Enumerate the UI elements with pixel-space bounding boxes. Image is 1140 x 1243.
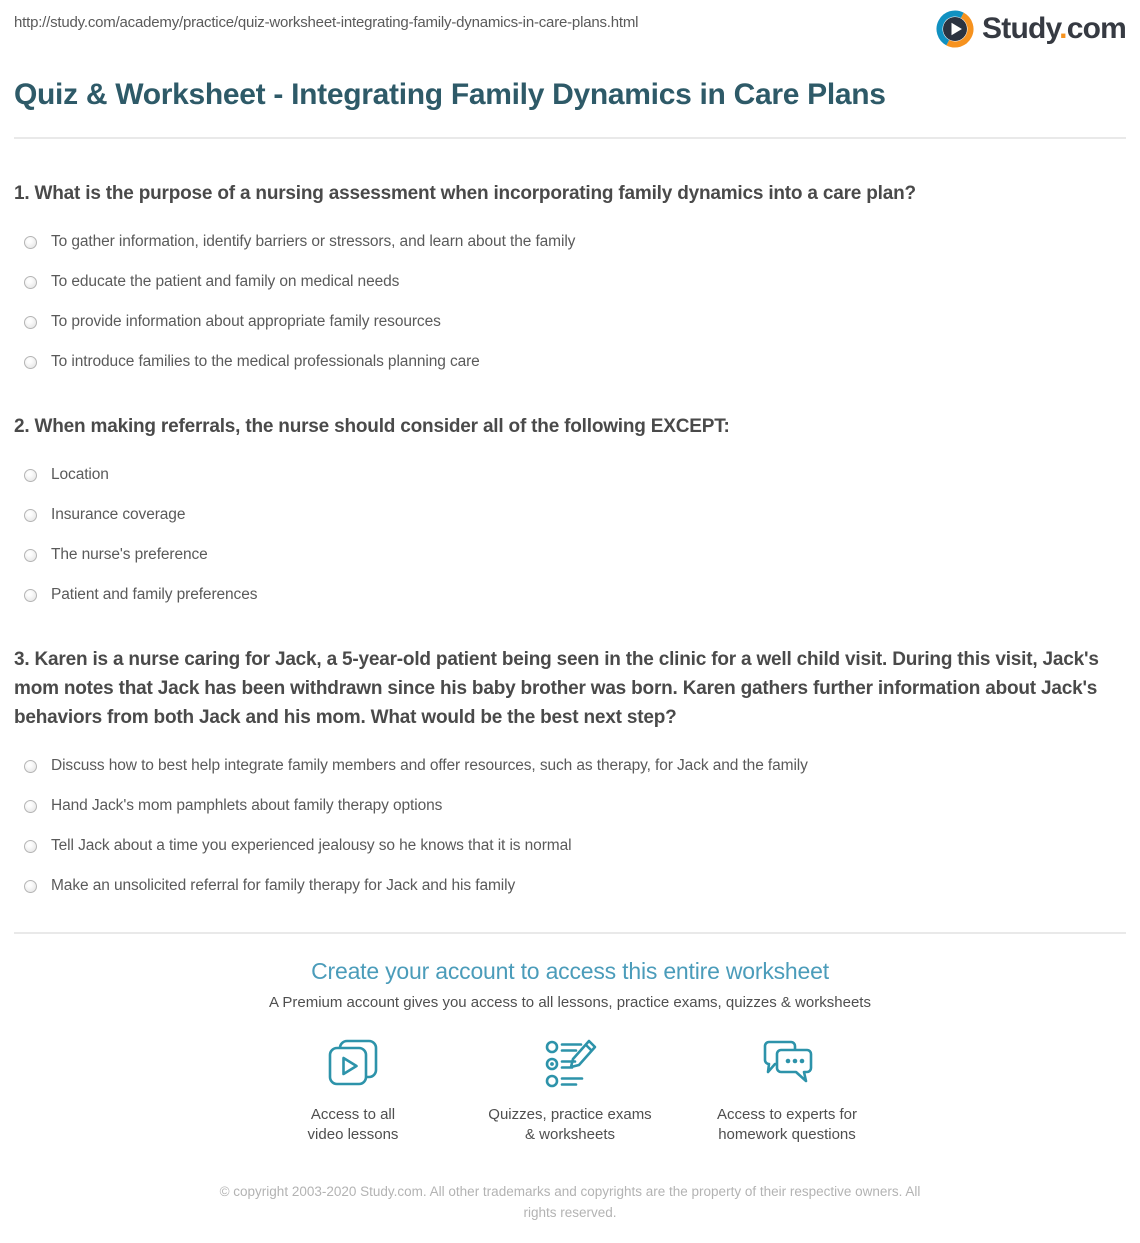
answer-option[interactable] [24, 796, 1126, 816]
quizzes-worksheets-icon [542, 1037, 598, 1091]
radio-button[interactable] [24, 880, 37, 893]
feature-label-line2: video lessons [307, 1126, 399, 1143]
feature-label-line1: Access to all [310, 1106, 396, 1123]
play-circle-logo-icon [936, 10, 974, 48]
answer-option[interactable] [24, 876, 1126, 896]
feature-video-lessons [245, 1037, 462, 1145]
signup-section [14, 958, 1126, 1145]
answer-option-label[interactable]: Make an unsolicited referral for family therapy for Jack and his family [51, 877, 516, 894]
answer-option[interactable] [24, 836, 1126, 856]
chat-experts-icon [759, 1037, 815, 1091]
feature-label-line2: & worksheets [524, 1126, 616, 1143]
page-title: Quiz & Worksheet - Integrating Family Dynamics in Care Plans [14, 78, 886, 111]
feature-chat-experts [679, 1037, 896, 1145]
answer-option-label[interactable]: Hand Jack's mom pamphlets about family therapy options [51, 797, 443, 814]
feature-label [679, 1105, 896, 1145]
answer-option-label[interactable]: Insurance coverage [51, 506, 186, 523]
logo-word-com: com [1066, 12, 1126, 45]
answer-option-label[interactable]: To educate the patient and family on medical needs [51, 273, 400, 290]
logo-dot: . [1059, 12, 1067, 45]
signup-subtitle: A Premium account gives you access to all lessons, practice exams, quizzes & worksheets [269, 994, 871, 1011]
signup-title: Create your account to access this entire worksheet [311, 958, 829, 984]
feature-label-line1: Access to experts for [716, 1106, 858, 1123]
answer-option-label[interactable]: To introduce families to the medical professionals planning care [51, 353, 480, 370]
radio-button[interactable] [24, 840, 37, 853]
answer-option[interactable] [24, 312, 1126, 332]
answer-option[interactable] [24, 232, 1126, 252]
question-2 [14, 412, 1126, 605]
answer-option[interactable] [24, 465, 1126, 485]
feature-label-line1: Quizzes, practice exams [488, 1106, 652, 1123]
radio-button[interactable] [24, 236, 37, 249]
radio-button[interactable] [24, 509, 37, 522]
features-row [14, 1037, 1126, 1145]
question-text: 2. When making referrals, the nurse should consider all of the following EXCEPT: [14, 416, 730, 437]
answer-option-label[interactable]: Location [51, 466, 109, 483]
radio-button[interactable] [24, 276, 37, 289]
radio-button[interactable] [24, 356, 37, 369]
answer-option-label[interactable]: Patient and family preferences [51, 586, 258, 603]
question-3 [14, 645, 1126, 896]
answer-option-label[interactable]: Tell Jack about a time you experienced jealousy so he knows that it is normal [51, 837, 572, 854]
page-url: http://study.com/academy/practice/quiz-worksheet-integrating-family-dynamics-in-care-plans.html [14, 14, 639, 31]
logo-text [982, 10, 1126, 48]
page-header [14, 0, 1126, 48]
study-logo[interactable] [936, 10, 1126, 48]
feature-label [245, 1105, 462, 1145]
question-text: 3. Karen is a nurse caring for Jack, a 5-year-old patient being seen in the clinic for a well child visit. During this visit, Jack's mom notes that Jack has been withdrawn since his baby brother was born. Karen gathers further information about Jack's behaviors from both Jack and his mom. What would be the best next step? [14, 649, 1099, 728]
radio-button[interactable] [24, 469, 37, 482]
answer-option-label[interactable]: The nurse's preference [51, 546, 208, 563]
answer-option-label[interactable]: Discuss how to best help integrate family members and offer resources, such as therapy, for Jack and the family [51, 757, 808, 774]
radio-button[interactable] [24, 316, 37, 329]
question-text: 1. What is the purpose of a nursing assessment when incorporating family dynamics into a care plan? [14, 183, 916, 204]
answer-option[interactable] [24, 545, 1126, 565]
radio-button[interactable] [24, 589, 37, 602]
answer-option[interactable] [24, 585, 1126, 605]
question-1 [14, 179, 1126, 372]
answer-option[interactable] [24, 352, 1126, 372]
answer-option-label[interactable]: To provide information about appropriate family resources [51, 313, 441, 330]
answer-option[interactable] [24, 756, 1126, 776]
answer-option-label[interactable]: To gather information, identify barriers or stressors, and learn about the family [51, 233, 576, 250]
feature-label [462, 1105, 679, 1145]
feature-label-line2: homework questions [718, 1126, 856, 1143]
answer-option[interactable] [24, 272, 1126, 292]
signup-divider [14, 932, 1126, 934]
video-lessons-icon [325, 1037, 381, 1091]
feature-quizzes-worksheets [462, 1037, 679, 1145]
copyright-footer: © copyright 2003-2020 Study.com. All other trademarks and copyrights are the property of their respective owners. All rights reserved. [219, 1184, 921, 1220]
answer-option[interactable] [24, 505, 1126, 525]
logo-word-study: Study [982, 12, 1060, 45]
title-divider [14, 137, 1126, 139]
radio-button[interactable] [24, 800, 37, 813]
radio-button[interactable] [24, 549, 37, 562]
radio-button[interactable] [24, 760, 37, 773]
